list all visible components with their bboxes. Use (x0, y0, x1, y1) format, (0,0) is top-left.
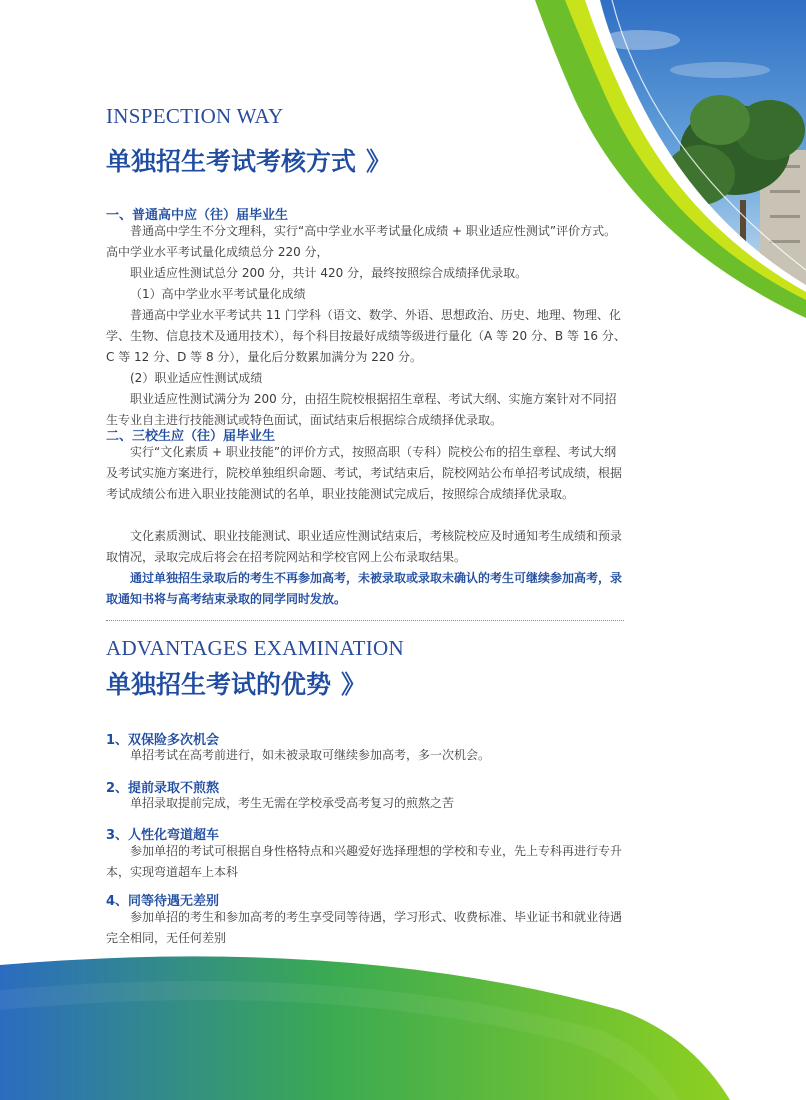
section1-heading-2: 二、三校生应（往）届毕业生 (106, 429, 276, 444)
advantage-1-title: 1、双保险多次机会 (106, 733, 220, 748)
dotted-divider (106, 620, 624, 621)
emphasis-paragraph: 通过单独招生录取后的考生不再参加高考，未被录取或录取未确认的考生可继续参加高考，录取通知书将与高考结束录取的同学同时发放。 (106, 571, 623, 606)
advantage-4-text: 参加单招的考生和参加高考的考生享受同等待遇，学习形式、收费标准、毕业证书和就业待遇完全相同，无任何差别 (106, 910, 623, 945)
section2-english-title: ADVANTAGES EXAMINATION (106, 636, 404, 660)
subheading-1: （1）高中学业水平考试量化成绩 (130, 287, 306, 301)
advantage-3-title: 3、人性化弯道超车 (106, 828, 220, 843)
advantage-2-text: 单招录取提前完成，考生无需在学校承受高考复习的煎熬之苦 (130, 796, 455, 810)
section1-title-text: 单独招生考试考核方式 (106, 147, 357, 176)
paragraph-3: 普通高中学业水平考试共 11 门学科（语文、数学、外语、思想政治、历史、地理、物理、化学、生物、信息技术及通用技术），每个科目按最好成绩等级进行量化（A 等 20 分、B 等 16 分、C 等 12 分、D 等 8 分），量化后分数累加满分为 220 分。 (106, 308, 626, 364)
advantage-3-text: 参加单招的考试可根据自身性格特点和兴趣爱好选择理想的学校和专业，先上专科再进行专升本，实现弯道超车上本科 (106, 844, 623, 879)
advantage-4-title: 4、同等待遇无差别 (106, 894, 220, 909)
chevron-icon: 》 (366, 147, 392, 176)
section1-heading-1: 一、普通高中应（往）届毕业生 (106, 208, 289, 223)
subheading-2: (2）职业适应性测试成绩 (130, 371, 263, 385)
section2-chinese-title (106, 665, 366, 701)
chevron-icon: 》 (341, 670, 367, 699)
section1-chinese-title (106, 142, 391, 178)
paragraph-6: 文化素质测试、职业技能测试、职业适应性测试结束后，考核院校应及时通知考生成绩和预录取情况，录取完成后将会在招考院网站和学校官网上公布录取结果。 (106, 529, 623, 564)
paragraph-4: 职业适应性测试满分为 200 分，由招生院校根据招生章程、考试大纲、实施方案针对不同招生专业自主进行技能测试或特色面试，面试结束后根据综合成绩择优录取。 (106, 392, 617, 427)
section1-english-title: INSPECTION WAY (106, 104, 284, 128)
paragraph-5: 实行“文化素质 + 职业技能”的评价方式，按照高职（专科）院校公布的招生章程、考试大纲及考试实施方案进行，院校单独组织命题、考试，考试结束后，院校网站公布单招考试成绩，根据考试成绩公布进入职业技能测试的名单，职业技能测试完成后，按照综合成绩择优录取。 (106, 445, 623, 501)
advantage-2-title: 2、提前录取不煎熬 (106, 781, 220, 796)
paragraph-2: 职业适应性测试总分 200 分，共计 420 分，最终按照综合成绩择优录取。 (130, 266, 528, 280)
section2-title-text: 单独招生考试的优势 (106, 670, 332, 699)
paragraph-1: 普通高中学生不分文理科，实行“高中学业水平考试量化成绩 + 职业适应性测试”评价方式。高中学业水平考试量化成绩总分 220 分， (106, 224, 617, 259)
advantage-1-text: 单招考试在高考前进行，如未被录取可继续参加高考，多一次机会。 (130, 748, 491, 762)
